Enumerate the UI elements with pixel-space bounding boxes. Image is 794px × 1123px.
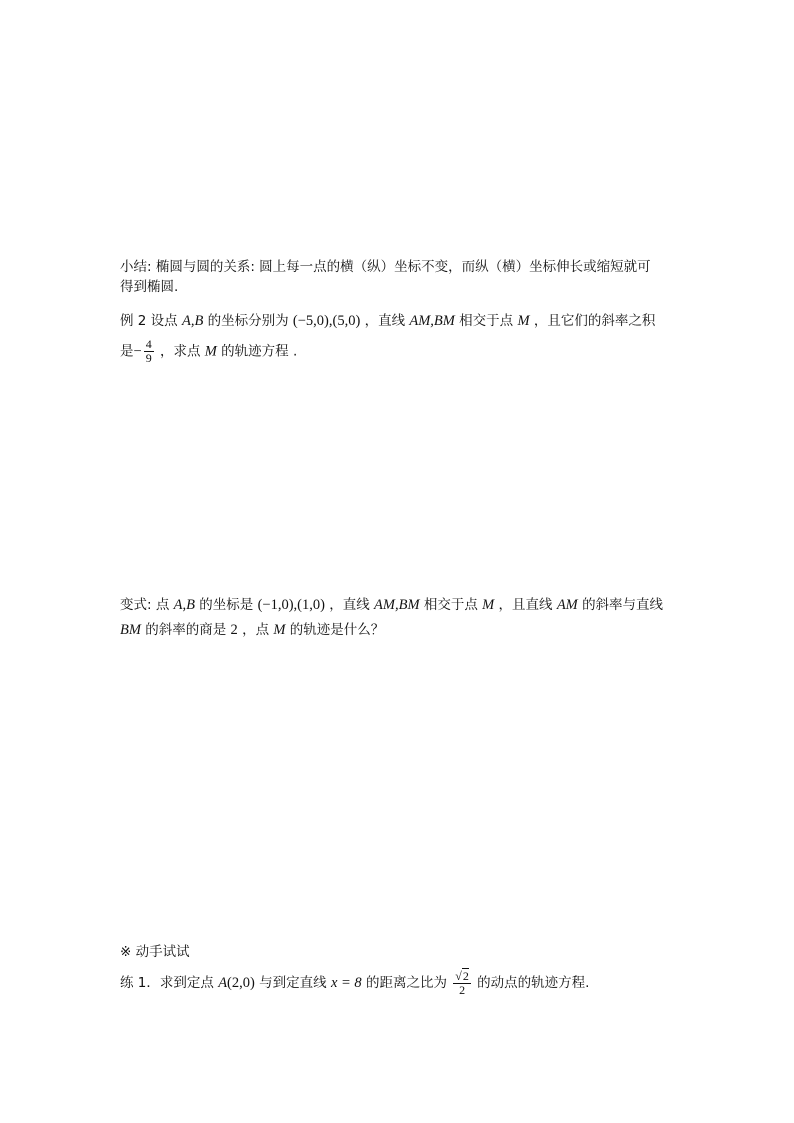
math-fraction-sqrt <box>453 970 471 997</box>
fraction-denominator: 2 <box>459 982 466 997</box>
fraction-numerator <box>453 970 471 984</box>
sqrt-radicand: 2 <box>462 968 469 983</box>
math-point-m: M <box>482 597 495 613</box>
variant-text: 变式: 点 <box>120 597 170 613</box>
variant-text: 的坐标是 <box>199 597 254 613</box>
example2-text: 例 2 设点 <box>120 313 178 329</box>
math-coords: (2,0) <box>227 975 255 991</box>
example2-text: ，求点 <box>159 343 201 360</box>
exercise-text: 与到定直线 <box>259 975 327 991</box>
variant-text: 的斜率的商是 <box>145 622 227 638</box>
exercise-text: 的距离之比为 <box>365 975 447 991</box>
math-line-bm: BM <box>120 622 141 638</box>
variant-text: ，点 <box>242 622 270 638</box>
variant-text: 相交于点 <box>423 597 478 613</box>
math-equation: x = 8 <box>330 975 362 991</box>
exercise-text: 练 1．求到定点 <box>120 975 214 991</box>
math-points: A,B <box>181 313 204 329</box>
variant-line-2 <box>120 620 384 640</box>
math-lines: AM,BM <box>409 313 455 329</box>
variant-text: 的斜率与直线 <box>582 597 664 613</box>
example2-line-2 <box>120 338 297 365</box>
summary-text-1: 小结: 椭圆与圆的关系: 圆上每一点的横（纵）坐标不变，而纵（横）坐标伸长或缩短就可 <box>120 259 651 275</box>
variant-text: 的轨迹是什么？ <box>289 622 385 638</box>
math-coords: (−5,0),(5,0) <box>292 313 361 329</box>
math-point-m: M <box>204 343 217 360</box>
exercise-1-line <box>120 968 589 998</box>
math-line-am: AM <box>556 597 578 613</box>
fraction-numerator: 4 <box>145 337 152 351</box>
example2-text: 相交于点 <box>459 313 514 329</box>
try-heading <box>120 942 190 962</box>
summary-line-2 <box>120 277 178 297</box>
example2-line-1 <box>120 311 655 331</box>
try-heading-text: ※ 动手试试 <box>120 944 190 960</box>
math-point-m: M <box>517 313 530 329</box>
math-point-m: M <box>273 622 286 638</box>
summary-line-1 <box>120 257 651 277</box>
variant-line-1 <box>120 595 663 615</box>
example2-text: 是 <box>120 343 134 360</box>
variant-text: ，直线 <box>329 597 370 613</box>
example2-text: ，直线 <box>364 313 406 329</box>
math-number: 2 <box>230 622 238 638</box>
exercise-text: 的动点的轨迹方程. <box>477 975 590 991</box>
math-lines: AM,BM <box>374 597 420 613</box>
math-fraction <box>144 338 154 365</box>
math-points: A,B <box>173 597 195 613</box>
math-coords: (−1,0),(1,0) <box>257 597 325 613</box>
sqrt-symbol: √2 <box>455 968 469 983</box>
math-minus: − <box>133 343 142 360</box>
fraction-denominator: 9 <box>145 351 152 365</box>
summary-text-2: 得到椭圆. <box>120 279 179 295</box>
example2-text: 的轨迹方程 . <box>221 343 298 360</box>
example2-text: 的坐标分别为 <box>207 313 289 329</box>
variant-text: ，且直线 <box>498 597 553 613</box>
example2-text: ，且它们的斜率之积 <box>533 313 656 329</box>
math-point-a: A <box>218 975 228 991</box>
